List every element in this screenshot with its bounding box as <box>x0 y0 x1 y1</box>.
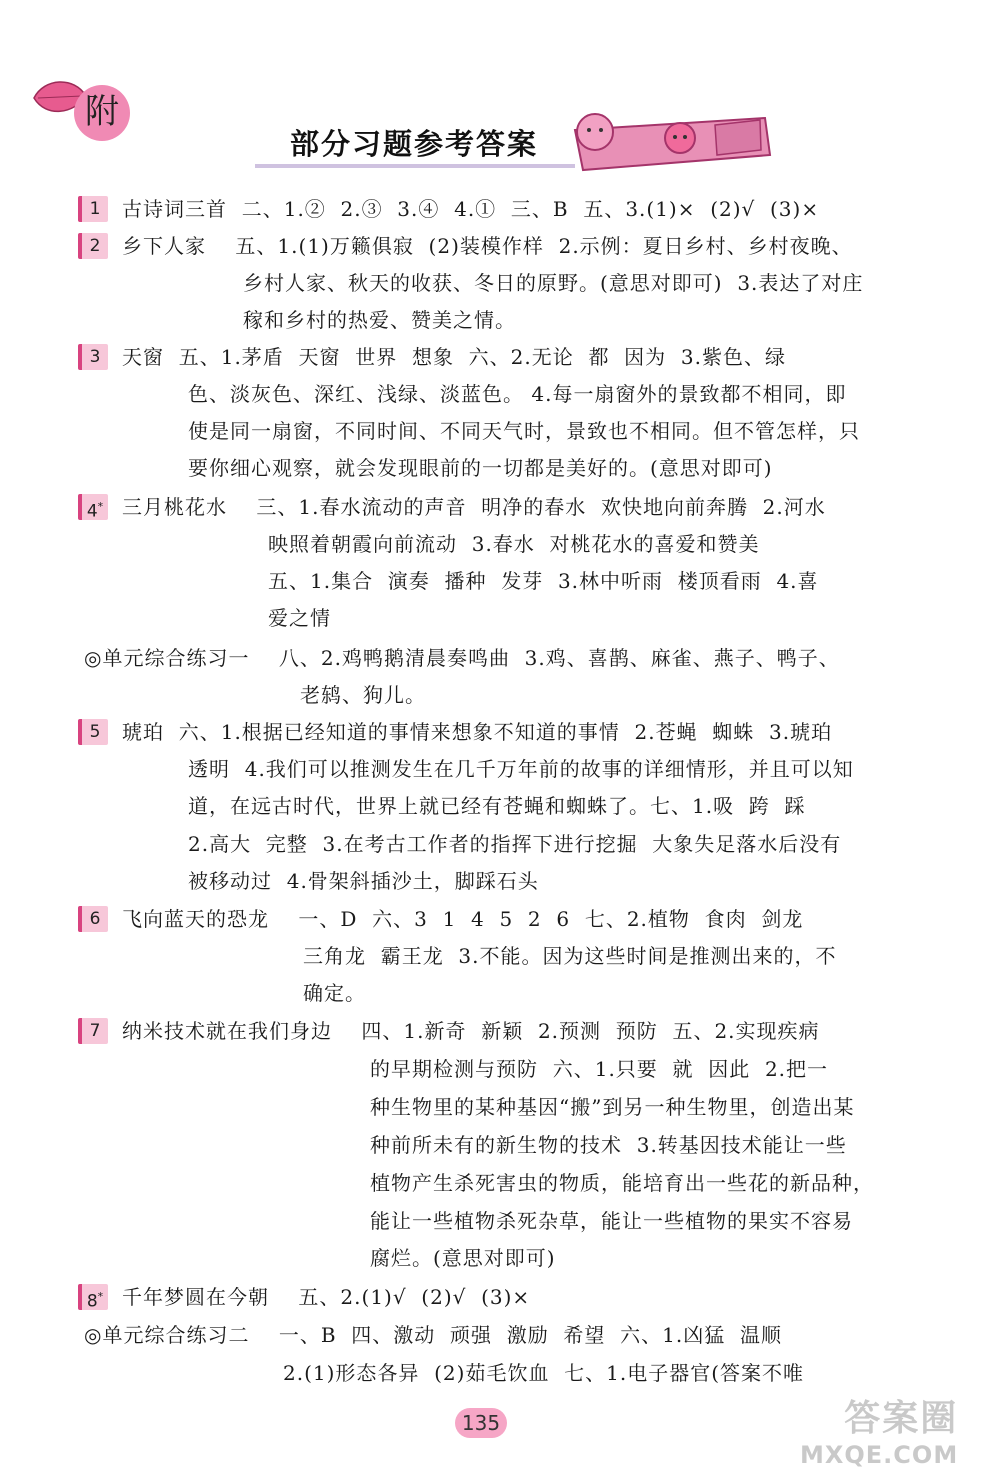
answer-line: 爱之情 <box>268 606 331 630</box>
watermark-top: 答案圈 <box>844 1398 959 1439</box>
answer-line: 琥珀 六、1.根据已经知道的事情来想象不知道的事情 2.苍蝇 蜘蛛 3.琥珀 <box>122 720 833 744</box>
answer-line: 古诗词三首 二、1.② 2.③ 3.④ 4.① 三、B 五、3.(1)× (2)√ (3)× <box>122 197 820 221</box>
answer-line: 2.(1)形态各异 (2)茹毛饮血 七、1.电子器官(答案不唯 <box>283 1361 805 1385</box>
section-number-6: 6 <box>78 906 108 932</box>
section-number-2: 2 <box>78 233 108 259</box>
answer-line: 透明 4.我们可以推测发生在几千万年前的故事的详细情形，并且可以知 <box>188 757 854 781</box>
answer-line: 三月桃花水 三、1.春水流动的声音 明净的春水 欢快地向前奔腾 2.河水 <box>122 495 826 519</box>
section-number-1: 1 <box>78 196 108 222</box>
answer-line: 的早期检测与预防 六、1.只要 就 因此 2.把一 <box>370 1057 829 1081</box>
section-number-4: 4* <box>78 494 108 520</box>
watermark <box>800 1390 958 1469</box>
answer-line: 使是同一扇窗，不同时间、不同天气时，景致也不相同。但不管怎样，只 <box>188 419 860 443</box>
answer-line: 千年梦圆在今朝 五、2.(1)√ (2)√ (3)× <box>122 1285 531 1309</box>
section-number-8: 8* <box>78 1284 108 1310</box>
answer-line: 飞向蓝天的恐龙 一、D 六、3 1 4 5 2 6 七、2.植物 食肉 剑龙 <box>122 907 804 931</box>
answer-line: 乡村人家、秋天的收获、冬日的原野。(意思对即可) 3.表达了对庄 <box>243 271 864 295</box>
answer-line: 天窗 五、1.茅盾 天窗 世界 想象 六、2.无论 都 因为 3.紫色、绿 <box>122 345 786 369</box>
answer-line: 腐烂。(意思对即可) <box>370 1246 556 1270</box>
answer-line: 稼和乡村的热爱、赞美之情。 <box>243 308 516 332</box>
answer-line: 老鸫、狗儿。 <box>300 683 426 707</box>
attach-badge: 附 <box>74 85 130 141</box>
answer-line: ◎单元综合练习二 一、B 四、激动 顽强 激励 希望 六、1.凶猛 温顺 <box>84 1323 782 1347</box>
page-title: 部分习题参考答案 <box>290 127 539 161</box>
page-number: 135 <box>455 1408 507 1438</box>
answer-line: 道，在远古时代，世界上就已经有苍蝇和蜘蛛了。七、1.吸 跨 踩 <box>188 794 806 818</box>
section-number-5: 5 <box>78 719 108 745</box>
answer-line: 映照着朝霞向前流动 3.春水 对桃花水的喜爱和赞美 <box>268 532 760 556</box>
answer-line: 2.高大 完整 3.在考古工作者的指挥下进行挖掘 大象失足落水后没有 <box>188 832 842 856</box>
answer-line: 纳米技术就在我们身边 四、1.新奇 新颖 2.预测 预防 五、2.实现疾病 <box>122 1019 820 1043</box>
answer-line: 确定。 <box>303 981 366 1005</box>
answer-line: 五、1.集合 演奏 播种 发芽 3.林中听雨 楼顶看雨 4.喜 <box>268 569 819 593</box>
answer-line: 色、淡灰色、深红、浅绿、淡蓝色。 4.每一扇窗外的景致都不相同，即 <box>188 382 847 406</box>
title-underline <box>255 164 575 168</box>
cartoon-banner-icon <box>565 100 775 175</box>
answer-line: 植物产生杀死害虫的物质，能培育出一些花的新品种， <box>370 1171 874 1195</box>
answer-line: 能让一些植物杀死杂草，能让一些植物的果实不容易 <box>370 1209 853 1233</box>
answer-line: 乡下人家 五、1.(1)万籁俱寂 (2)装模作样 2.示例：夏日乡村、乡村夜晚、 <box>122 234 853 258</box>
watermark-bottom: MXQE.COM <box>800 1441 959 1469</box>
answer-line: 种生物里的某种基因“搬”到另一种生物里，创造出某 <box>370 1095 855 1119</box>
answer-line: 被移动过 4.骨架斜插沙土，脚踩石头 <box>188 869 539 893</box>
section-number-3: 3 <box>78 344 108 370</box>
answer-line: 种前所未有的新生物的技术 3.转基因技术能让一些 <box>370 1133 847 1157</box>
answer-line: ◎单元综合练习一 八、2.鸡鸭鹅清晨奏鸣曲 3.鸡、喜鹊、麻雀、燕子、鸭子、 <box>84 646 840 670</box>
answer-line: 要你细心观察，就会发现眼前的一切都是美好的。(意思对即可) <box>188 456 773 480</box>
answer-line: 三角龙 霸王龙 3.不能。因为这些时间是推测出来的，不 <box>303 944 837 968</box>
section-number-7: 7 <box>78 1018 108 1044</box>
